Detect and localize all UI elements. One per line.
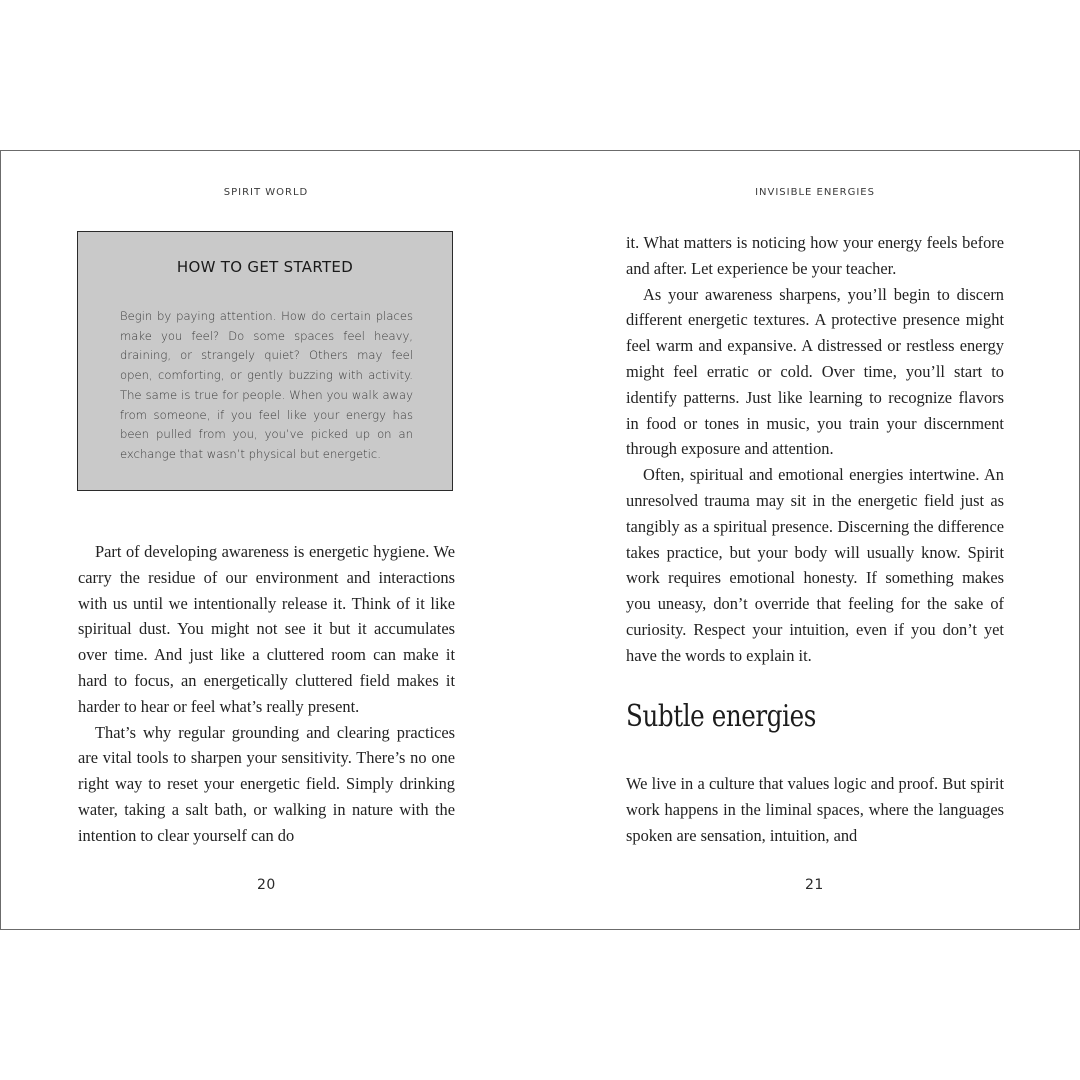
body-paragraph: Often, spiritual and emotional energies intertwine. An unresolved trauma may sit in the energetic field just as tangibly as a spiritual presence. Discerning the difference takes practice, but your body will usually know. Spirit work requires emotional honesty. If something makes you uneasy, don’t override that feeling for the sake of curiosity. Respect your intuition, even if you don’t yet have the words to explain it.: [626, 465, 1004, 665]
section-body-text: [626, 771, 1004, 848]
sidebar-title: HOW TO GET STARTED: [176, 258, 354, 276]
sidebar-body: [120, 307, 413, 465]
page-number-left: 20: [257, 877, 276, 893]
page-number-right: 21: [805, 877, 824, 893]
sidebar-box: [77, 231, 453, 491]
body-paragraph: We live in a culture that values logic and proof. But spirit work happens in the liminal spaces, where the languages spoken are sensation, intuition, and: [626, 774, 1004, 845]
running-head-right: INVISIBLE ENERGIES: [755, 187, 875, 198]
body-paragraph: it. What matters is noticing how your energy feels before and after. Let experience be your teacher.: [626, 233, 1004, 278]
body-paragraph: That’s why regular grounding and clearing practices are vital tools to sharpen your sensitivity. There’s no one right way to reset your energetic field. Simply drinking water, taking a salt bath, or walking in nature with the intention to clear yourself can do: [78, 722, 455, 845]
running-head-left: SPIRIT WORLD: [223, 187, 309, 198]
body-paragraph: Part of developing awareness is energetic hygiene. We carry the residue of our environment and interactions with us until we intentionally release it. Think of it like spiritual dust. You might not see it but it accumulates over time. And just like a cluttered room can make it hard to focus, an energetically cluttered field makes it harder to hear or feel what’s really present.: [78, 542, 455, 716]
book-spread: [0, 150, 1080, 930]
left-body-text: [78, 539, 455, 849]
right-page: [540, 151, 1079, 929]
right-body-text: [626, 230, 1004, 669]
left-page: [1, 151, 540, 929]
sidebar-paragraph: Begin by paying attention. How do certain places make you feel? Do some spaces feel heavy, draining, or strangely quiet? Others may feel open, comforting, or gently buzzing with activity. The same is true for people. When you walk away from someone, if you feel like your energy has been pulled from you, you’ve picked up on an exchange that wasn’t physical but energetic.: [120, 309, 413, 461]
body-paragraph: As your awareness sharpens, you’ll begin to discern different energetic textures. A protective presence might feel warm and expansive. A distressed or restless energy might feel erratic or cold. Over time, you’ll start to identify patterns. Just like learning to recognize flavors in food or tones in music, you train your discernment through exposure and attention.: [626, 284, 1004, 459]
section-heading: Subtle energies: [626, 699, 816, 734]
